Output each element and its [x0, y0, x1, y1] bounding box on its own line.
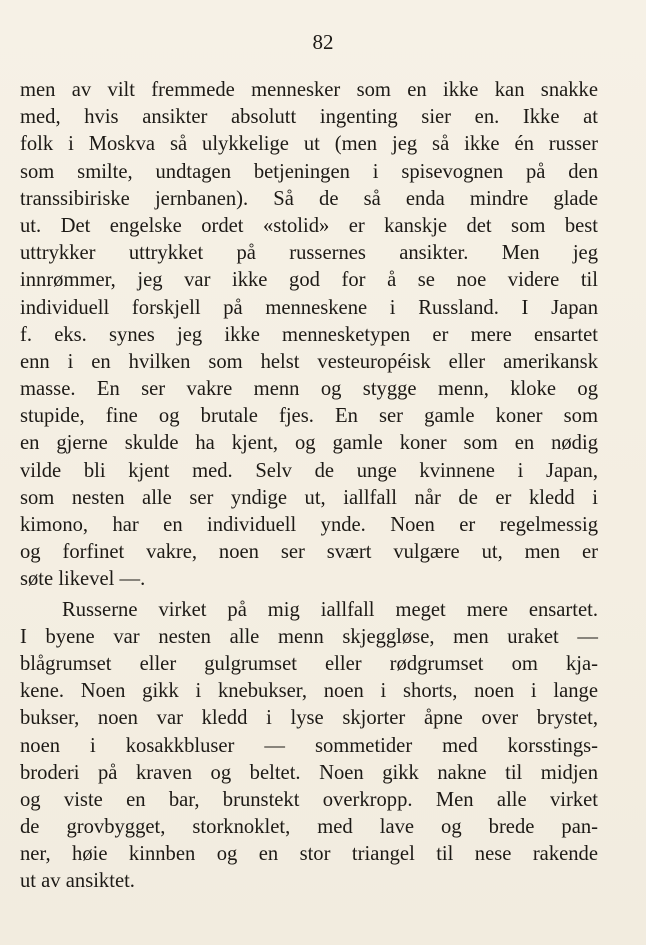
- text-line: Russerne virket på mig iallfall meget mere ensartet.: [62, 598, 598, 621]
- body-text: [20, 77, 598, 896]
- text-line: som nesten alle ser yndige ut, iallfall når de er kledd i: [20, 486, 598, 509]
- text-line: og forfinet vakre, noen ser svært vulgære ut, men er: [20, 541, 598, 564]
- text-line: ut av ansiktet.: [20, 870, 135, 893]
- text-line: individuell forskjell på menneskene i Russland. I Japan: [20, 296, 598, 319]
- text-line: vilde bli kjent med. Selv de unge kvinnene i Japan,: [20, 459, 598, 482]
- text-line: ner, høie kinnben og en stor triangel til nese rakende: [20, 843, 598, 866]
- text-line: enn i en hvilken som helst vesteuropéisk eller amerikansk: [20, 350, 598, 373]
- text-line: bukser, noen var kledd i lyse skjorter åpne over brystet,: [20, 707, 598, 730]
- text-line: med, hvis ansikter absolutt ingenting sier en. Ikke at: [20, 106, 598, 129]
- text-line: f. eks. synes jeg ikke mennesketypen er mere ensartet: [20, 323, 598, 346]
- text-line: og viste en bar, brunstekt overkropp. Men alle virket: [20, 788, 598, 811]
- text-line: broderi på kraven og beltet. Noen gikk nakne til midjen: [20, 761, 598, 784]
- text-line: en gjerne skulde ha kjent, og gamle koner som en nødig: [20, 432, 598, 455]
- text-line: som smilte, undtagen betjeningen i spisevognen på den: [20, 160, 598, 183]
- text-line: kene. Noen gikk i knebukser, noen i shorts, noen i lange: [20, 680, 598, 703]
- text-line: transsibiriske jernbanen). Så de så enda mindre glade: [20, 187, 598, 210]
- text-line: stupide, fine og brutale fjes. En ser gamle koner som: [20, 405, 598, 428]
- text-line: ut. Det engelske ordet «stolid» er kanskje det som best: [20, 214, 598, 237]
- text-line: I byene var nesten alle menn skjeggløse, men uraket —: [20, 625, 598, 648]
- text-line: blågrumset eller gulgrumset eller rødgrumset om kja-: [20, 652, 598, 675]
- text-line: noen i kosakkbluser — sommetider med korsstings-: [20, 734, 598, 757]
- page-number: 82: [312, 30, 334, 54]
- text-line: de grovbygget, storknoklet, med lave og brede pan-: [20, 816, 598, 839]
- text-line: men av vilt fremmede mennesker som en ikke kan snakke: [20, 79, 598, 101]
- paragraph-2: [20, 597, 598, 896]
- text-line: innrømmer, jeg var ikke god for å se noe videre til: [20, 269, 598, 292]
- text-line: søte likevel —.: [20, 568, 146, 591]
- text-line: kimono, har en individuell ynde. Noen er regelmessig: [20, 514, 598, 536]
- text-line: masse. En ser vakre menn og stygge menn, kloke og: [20, 378, 598, 401]
- paragraph-1: [20, 77, 598, 594]
- text-line: uttrykker uttrykket på russernes ansikter. Men jeg: [20, 242, 598, 265]
- text-line: folk i Moskva så ulykkelige ut (men jeg så ikke én russer: [20, 133, 598, 156]
